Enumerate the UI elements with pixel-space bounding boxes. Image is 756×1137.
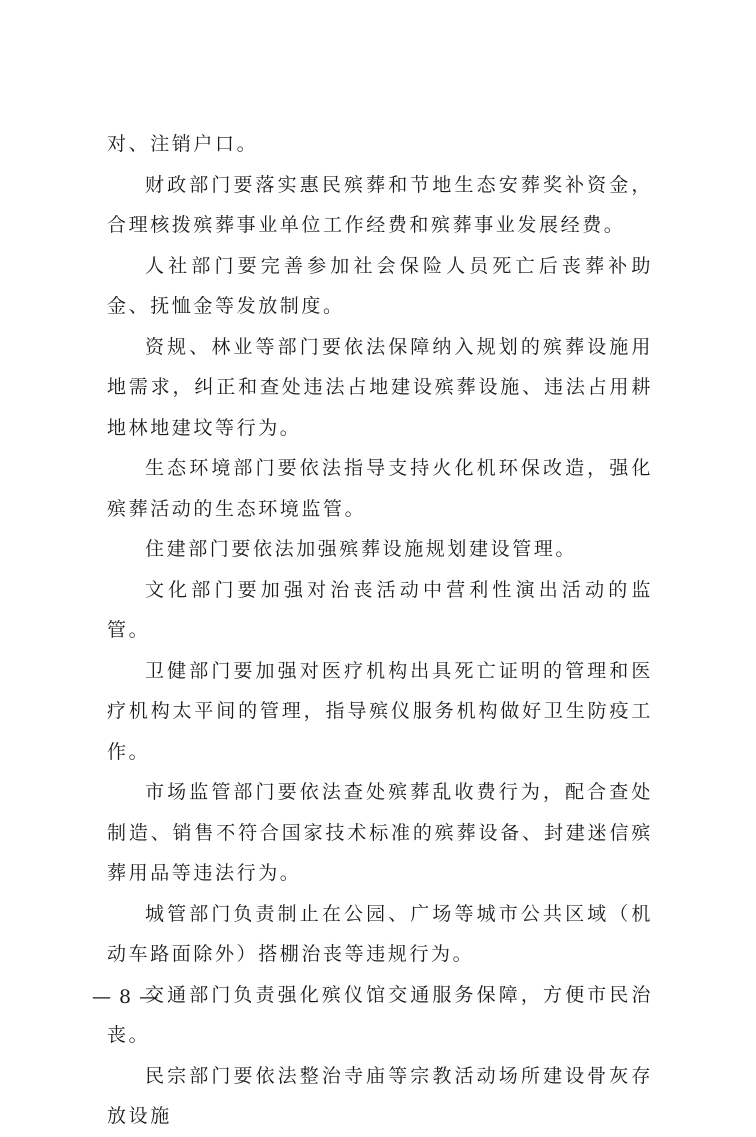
paragraph: 卫健部门要加强对医疗机构出具死亡证明的管理和医疗机构太平间的管理，指导殡仪服务机构做好卫生防疫工作。 [107, 659, 653, 763]
paragraph: 生态环境部门要依法指导支持火化机环保改造，强化殡葬活动的生态环境监管。 [107, 457, 653, 520]
paragraph: 城管部门负责制止在公园、广场等城市公共区域（机动车路面除外）搭棚治丧等违规行为。 [107, 902, 653, 965]
paragraph: 市场监管部门要依法查处殡葬乱收费行为，配合查处制造、销售不符合国家技术标准的殡葬设备、封建迷信殡葬用品等违法行为。 [107, 781, 653, 884]
body-text [107, 124, 653, 1137]
paragraph: 资规、林业等部门要依法保障纳入规划的殡葬设施用地需求，纠正和查处违法占地建设殡葬设施、违法占用耕地林地建坟等行为。 [107, 335, 653, 439]
paragraph: 住建部门要依法加强殡葬设施规划建设管理。 [145, 538, 578, 560]
page-number: — 8 — [92, 986, 160, 1008]
paragraph: 文化部门要加强对治丧活动中营利性演出活动的监管。 [107, 578, 653, 641]
paragraph: 财政部门要落实惠民殡葬和节地生态安葬奖补资金，合理核拨殡葬事业单位工作经费和殡葬事业发展经费。 [107, 173, 653, 236]
paragraph: 人社部门要完善参加社会保险人员死亡后丧葬补助金、抚恤金等发放制度。 [107, 254, 653, 317]
paragraph: 对、注销户口。 [107, 133, 259, 155]
paragraph: 民宗部门要依法整治寺庙等宗教活动场所建设骨灰存放设施 [107, 1064, 653, 1127]
paragraph: 交通部门负责强化殡仪馆交通服务保障，方便市民治丧。 [107, 983, 653, 1046]
